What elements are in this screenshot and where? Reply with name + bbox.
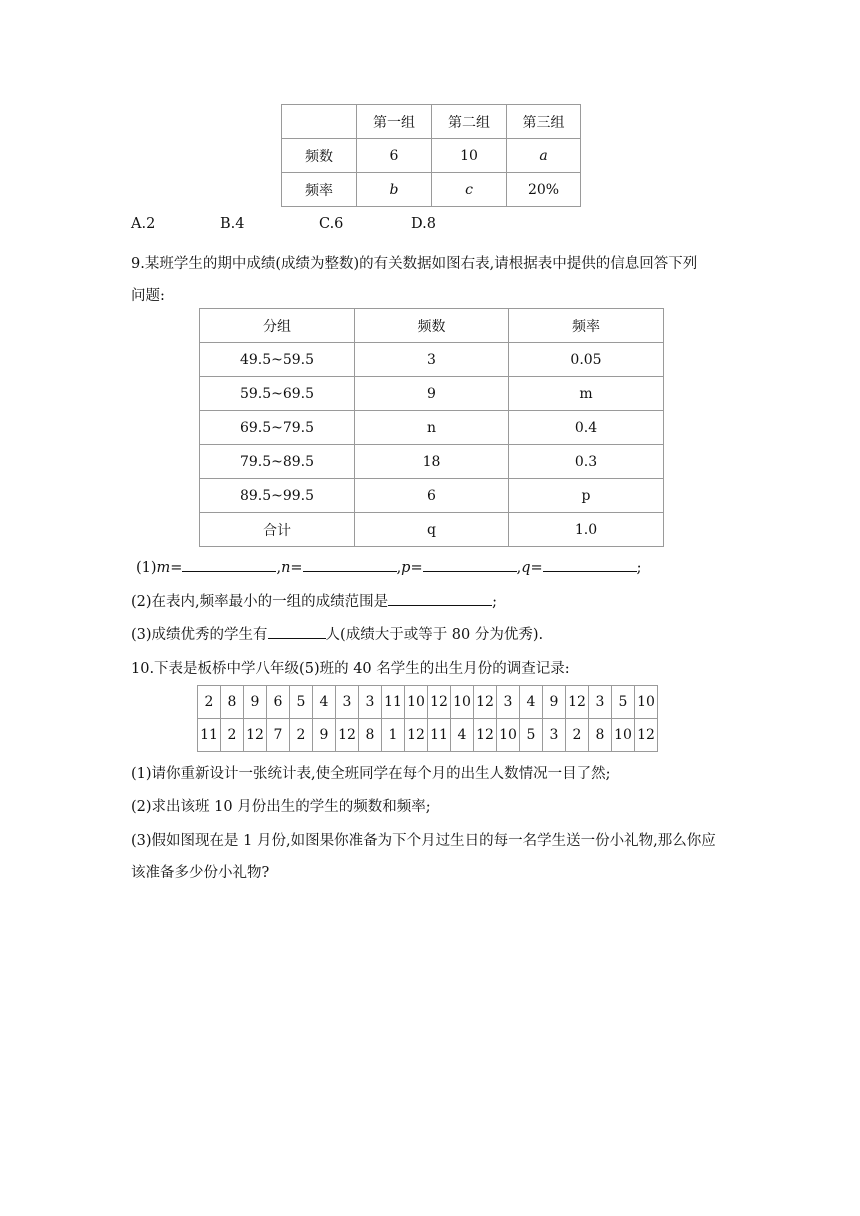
answer-blank[interactable] [268, 624, 326, 639]
table-cell: 8 [359, 719, 382, 752]
table-row [200, 343, 664, 377]
table-cell: 49.5~59.5 [200, 343, 355, 377]
table-cell: 8 [221, 686, 244, 719]
table-header-cell: 第三组 [507, 105, 581, 139]
option-c: C.6 [319, 216, 344, 232]
q9-stem-line1: 9.某班学生的期中成绩(成绩为整数)的有关数据如图右表,请根据表中提供的信息回答下列 [131, 256, 698, 272]
q10-sub1: (1)请你重新设计一张统计表,使全班同学在每个月的出生人数情况一目了然; [131, 766, 611, 782]
q10-sub3-line2: 该准备多少份小礼物? [131, 865, 270, 881]
table-cell: 3 [336, 686, 359, 719]
q10-month-table [197, 685, 658, 752]
table-cell: 7 [267, 719, 290, 752]
table-cell: 18 [355, 445, 509, 479]
answer-blank[interactable] [182, 557, 276, 572]
table-cell: 4 [451, 719, 474, 752]
q9-stem-line2: 问题: [131, 288, 165, 304]
table-row [200, 479, 664, 513]
table-cell: 12 [336, 719, 359, 752]
table-cell: 10 [497, 719, 520, 752]
table-cell: 11 [198, 719, 221, 752]
table-row [200, 445, 664, 479]
table-cell: 2 [221, 719, 244, 752]
table-cell: 79.5~89.5 [200, 445, 355, 479]
table-cell: 11 [382, 686, 405, 719]
table-row [282, 139, 581, 173]
table-cell: 3 [355, 343, 509, 377]
table-cell: 10 [405, 686, 428, 719]
table-row [200, 309, 664, 343]
table-cell: 59.5~69.5 [200, 377, 355, 411]
table-cell: 0.4 [509, 411, 664, 445]
table-header-cell: 第二组 [432, 105, 507, 139]
table-cell: 11 [428, 719, 451, 752]
table-cell: 89.5~99.5 [200, 479, 355, 513]
table-row [200, 513, 664, 547]
table-cell: 2 [566, 719, 589, 752]
option-b: B.4 [220, 216, 245, 232]
table-cell: 2 [290, 719, 313, 752]
table-cell: 3 [359, 686, 382, 719]
table-row [198, 719, 658, 752]
table-cell: 10 [612, 719, 635, 752]
table-header-cell: 第一组 [357, 105, 432, 139]
table-cell: 5 [290, 686, 313, 719]
table-cell: 69.5~79.5 [200, 411, 355, 445]
table-cell: 12 [566, 686, 589, 719]
table-header-cell: 分组 [200, 309, 355, 343]
table-cell: 2 [198, 686, 221, 719]
table-cell: 12 [405, 719, 428, 752]
q10-sub2: (2)求出该班 10 月份出生的学生的频数和频率; [131, 799, 431, 815]
q10-sub3-line1: (3)假如图现在是 1 月份,如图果你准备为下个月过生日的每一名学生送一份小礼物,那么你应 [131, 833, 716, 849]
table-cell: 1.0 [509, 513, 664, 547]
table-row [282, 105, 581, 139]
table-cell: 8 [589, 719, 612, 752]
table-cell: 9 [313, 719, 336, 752]
table-cell: 12 [428, 686, 451, 719]
table-cell: 4 [520, 686, 543, 719]
table-cell: 12 [244, 719, 267, 752]
table-cell: 3 [543, 719, 566, 752]
table-cell: a [507, 139, 581, 173]
table-row [282, 173, 581, 207]
table-cell: m [509, 377, 664, 411]
table-cell: 9 [355, 377, 509, 411]
table-cell: 5 [612, 686, 635, 719]
table-row [200, 411, 664, 445]
table-cell: 9 [543, 686, 566, 719]
table-cell: 9 [244, 686, 267, 719]
table-cell: 3 [589, 686, 612, 719]
table-row [198, 686, 658, 719]
table-cell: 频数 [282, 139, 357, 173]
q9-sub3: (3)成绩优秀的学生有 人(成绩大于或等于 80 分为优秀). [131, 623, 543, 644]
table-cell [282, 105, 357, 139]
table-cell: n [355, 411, 509, 445]
table-cell: 0.05 [509, 343, 664, 377]
table-cell: q [355, 513, 509, 547]
table-cell: 频率 [282, 173, 357, 207]
table-cell: 6 [355, 479, 509, 513]
table-cell: b [357, 173, 432, 207]
table-cell: 10 [635, 686, 658, 719]
table-cell: 10 [451, 686, 474, 719]
answer-blank[interactable] [388, 591, 492, 606]
q9-sub2: (2)在表内,频率最小的一组的成绩范围是 ; [131, 590, 497, 611]
table-cell: c [432, 173, 507, 207]
q10-stem: 10.下表是板桥中学八年级(5)班的 40 名学生的出生月份的调查记录: [131, 661, 570, 677]
table-cell: 6 [357, 139, 432, 173]
table-cell: 4 [313, 686, 336, 719]
table-cell: p [509, 479, 664, 513]
q9-sub1: (1)m= ,n= ,p= ,q= ; [136, 557, 642, 576]
q8-table [281, 104, 581, 207]
table-header-cell: 频率 [509, 309, 664, 343]
answer-blank[interactable] [543, 557, 637, 572]
table-cell: 12 [635, 719, 658, 752]
table-cell: 6 [267, 686, 290, 719]
q9-table [199, 308, 664, 547]
table-cell: 3 [497, 686, 520, 719]
table-cell: 1 [382, 719, 405, 752]
table-cell: 合计 [200, 513, 355, 547]
table-cell: 12 [474, 686, 497, 719]
table-header-cell: 频数 [355, 309, 509, 343]
option-a: A.2 [131, 216, 156, 232]
table-cell: 20% [507, 173, 581, 207]
table-row [200, 377, 664, 411]
option-d: D.8 [411, 216, 436, 232]
table-cell: 12 [474, 719, 497, 752]
table-cell: 0.3 [509, 445, 664, 479]
answer-blank[interactable] [423, 557, 517, 572]
table-cell: 5 [520, 719, 543, 752]
table-cell: 10 [432, 139, 507, 173]
answer-blank[interactable] [303, 557, 397, 572]
